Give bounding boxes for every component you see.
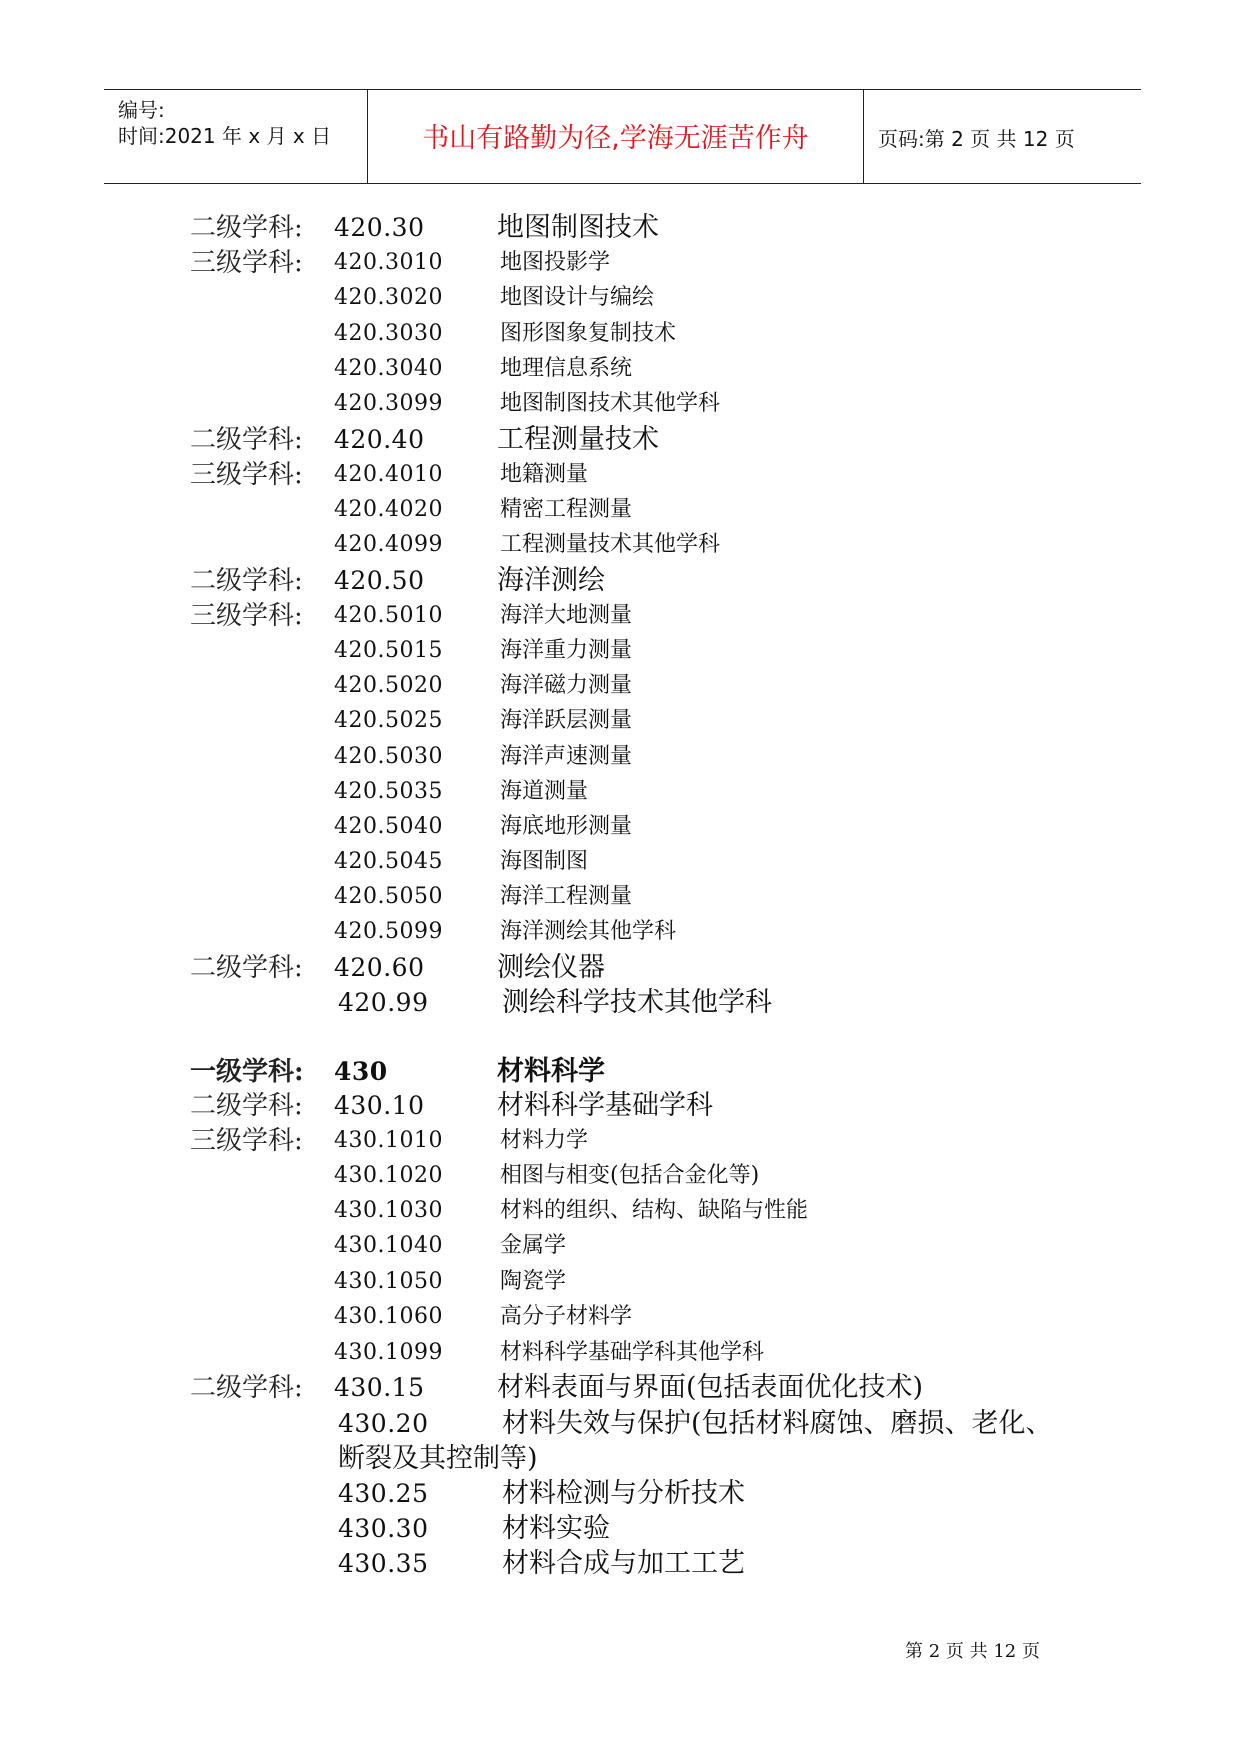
discipline-name: 海洋跃层测量 [500,708,633,733]
discipline-row [0,1123,1241,1159]
discipline-name: 地图设计与编绘 [500,285,655,310]
discipline-name: 海洋磁力测量 [500,673,633,698]
discipline-row [0,1158,1241,1194]
discipline-code: 420.30 [334,213,425,242]
discipline-name: 地图制图技术其他学科 [500,391,721,416]
discipline-name: 材料失效与保护(包括材料腐蚀、磨损、老化、 [502,1408,1053,1439]
discipline-code: 420.3040 [334,356,443,381]
discipline-name: 材料力学 [500,1128,589,1153]
discipline-name: 地图投影学 [500,250,611,275]
discipline-code: 420.5045 [334,849,443,874]
discipline-level-label: 三级学科: [190,1126,303,1156]
discipline-code: 430.30 [338,1514,429,1543]
discipline-name: 海洋大地测量 [500,603,633,628]
discipline-name: 工程测量技术其他学科 [500,532,721,557]
discipline-level-label: 二级学科: [190,953,303,983]
header-page-cell [864,90,1141,183]
discipline-row [0,1546,1241,1582]
discipline-name: 海洋声速测量 [500,744,633,769]
discipline-row [0,633,1241,669]
discipline-row [0,492,1241,528]
discipline-row [0,351,1241,387]
discipline-name: 材料科学 [497,1056,605,1087]
discipline-name: 海图制图 [500,849,589,874]
discipline-name: 地理信息系统 [500,356,633,381]
discipline-level-label: 二级学科: [190,425,303,455]
discipline-row [0,210,1241,246]
discipline-row [0,914,1241,950]
discipline-code: 420.60 [334,953,425,982]
discipline-level-label: 二级学科: [190,1373,303,1403]
discipline-code: 430.1010 [334,1128,443,1153]
discipline-name: 海底地形测量 [500,814,633,839]
discipline-code: 430.1040 [334,1233,443,1258]
discipline-name: 材料合成与加工工艺 [502,1548,745,1579]
discipline-code: 420.5020 [334,673,443,698]
discipline-row [0,1264,1241,1300]
discipline-row [0,280,1241,316]
discipline-row [0,879,1241,915]
discipline-name: 图形图象复制技术 [500,321,677,346]
discipline-name: 高分子材料学 [500,1304,633,1329]
discipline-code: 430.1099 [334,1340,443,1365]
discipline-name: 材料科学基础学科 [497,1090,713,1121]
discipline-code: 430.1030 [334,1198,443,1223]
discipline-name: 材料检测与分析技术 [502,1478,745,1509]
discipline-row [0,457,1241,493]
discipline-row [0,1511,1241,1547]
discipline-name: 海洋重力测量 [500,638,633,663]
discipline-row [0,1406,1241,1442]
discipline-row [0,1299,1241,1335]
discipline-row [0,1054,1241,1090]
discipline-row [0,422,1241,458]
document-time-label: 时间:2021 年 x 月 x 日 [118,124,332,148]
discipline-name: 测绘科学技术其他学科 [502,987,772,1018]
discipline-code: 420.5035 [334,779,443,804]
discipline-row [0,703,1241,739]
discipline-level-label: 三级学科: [190,248,303,278]
discipline-code: 420.5099 [334,919,443,944]
discipline-level-label: 三级学科: [190,601,303,631]
discipline-name: 相图与相变(包括合金化等) [500,1163,760,1188]
discipline-level-label: 二级学科: [190,566,303,596]
discipline-row [0,386,1241,422]
discipline-level-label: 二级学科: [190,213,303,243]
discipline-name: 材料实验 [502,1513,610,1544]
discipline-name: 材料科学基础学科其他学科 [500,1340,765,1365]
discipline-row [0,1335,1241,1371]
discipline-code: 430.1020 [334,1163,443,1188]
discipline-name: 材料表面与界面(包括表面优化技术) [497,1372,924,1403]
header-page-number: 页码:第 2 页 共 12 页 [878,127,1075,151]
discipline-row [0,985,1241,1021]
discipline-row [0,739,1241,775]
discipline-row [0,527,1241,563]
page-footer: 第 2 页 共 12 页 [905,1641,1040,1662]
discipline-name: 测绘仪器 [497,952,605,983]
discipline-code: 420.3099 [334,391,443,416]
discipline-name: 海洋测绘其他学科 [500,919,677,944]
discipline-code: 420.4020 [334,497,443,522]
discipline-name: 地图制图技术 [497,212,659,243]
motto-text: 书山有路勤为径,学海无涯苦作舟 [422,123,809,154]
discipline-code: 420.5025 [334,708,443,733]
discipline-code: 420.3010 [334,250,443,275]
discipline-code: 430.1050 [334,1269,443,1294]
discipline-row [0,1370,1241,1406]
discipline-code: 420.5050 [334,884,443,909]
discipline-name: 金属学 [500,1233,567,1258]
discipline-row [0,809,1241,845]
discipline-code: 420.5010 [334,603,443,628]
discipline-code: 430.15 [334,1373,425,1402]
discipline-code: 420.40 [334,425,425,454]
discipline-name: 地籍测量 [500,462,589,487]
discipline-name: 海洋测绘 [497,565,605,596]
header-meta-cell [104,90,368,183]
discipline-code: 420.5040 [334,814,443,839]
discipline-name: 精密工程测量 [500,497,633,522]
discipline-name: 海洋工程测量 [500,884,633,909]
discipline-name: 材料的组织、结构、缺陷与性能 [500,1198,809,1223]
discipline-row [0,1088,1241,1124]
document-number-label: 编号: [118,98,165,122]
discipline-code: 420.3030 [334,321,443,346]
discipline-row [0,1193,1241,1229]
discipline-row [0,316,1241,352]
discipline-row [0,844,1241,880]
discipline-level-label: 一级学科: [190,1057,304,1087]
discipline-level-label: 二级学科: [190,1091,303,1121]
discipline-row [0,1228,1241,1264]
discipline-row [0,1476,1241,1512]
discipline-code: 420.3020 [334,285,443,310]
discipline-row [0,563,1241,599]
page-header [104,89,1141,184]
discipline-code: 430.1060 [334,1304,443,1329]
discipline-code: 420.4099 [334,532,443,557]
discipline-code: 420.5030 [334,744,443,769]
discipline-code: 430.10 [334,1091,425,1120]
discipline-name: 工程测量技术 [497,424,659,455]
discipline-code: 430 [334,1057,388,1086]
discipline-name: 陶瓷学 [500,1269,567,1294]
discipline-row [0,245,1241,281]
discipline-code: 430.25 [338,1479,429,1508]
discipline-code: 420.99 [338,988,429,1017]
discipline-row [0,774,1241,810]
discipline-row [0,598,1241,634]
continuation-line: 断裂及其控制等) [338,1443,538,1474]
discipline-code: 420.4010 [334,462,443,487]
header-motto-cell [368,90,864,183]
discipline-row [0,950,1241,986]
discipline-row [0,668,1241,704]
discipline-code: 430.35 [338,1549,429,1578]
discipline-code: 420.5015 [334,638,443,663]
discipline-name: 海道测量 [500,779,589,804]
discipline-code: 430.20 [338,1409,429,1438]
discipline-code: 420.50 [334,566,425,595]
discipline-level-label: 三级学科: [190,460,303,490]
